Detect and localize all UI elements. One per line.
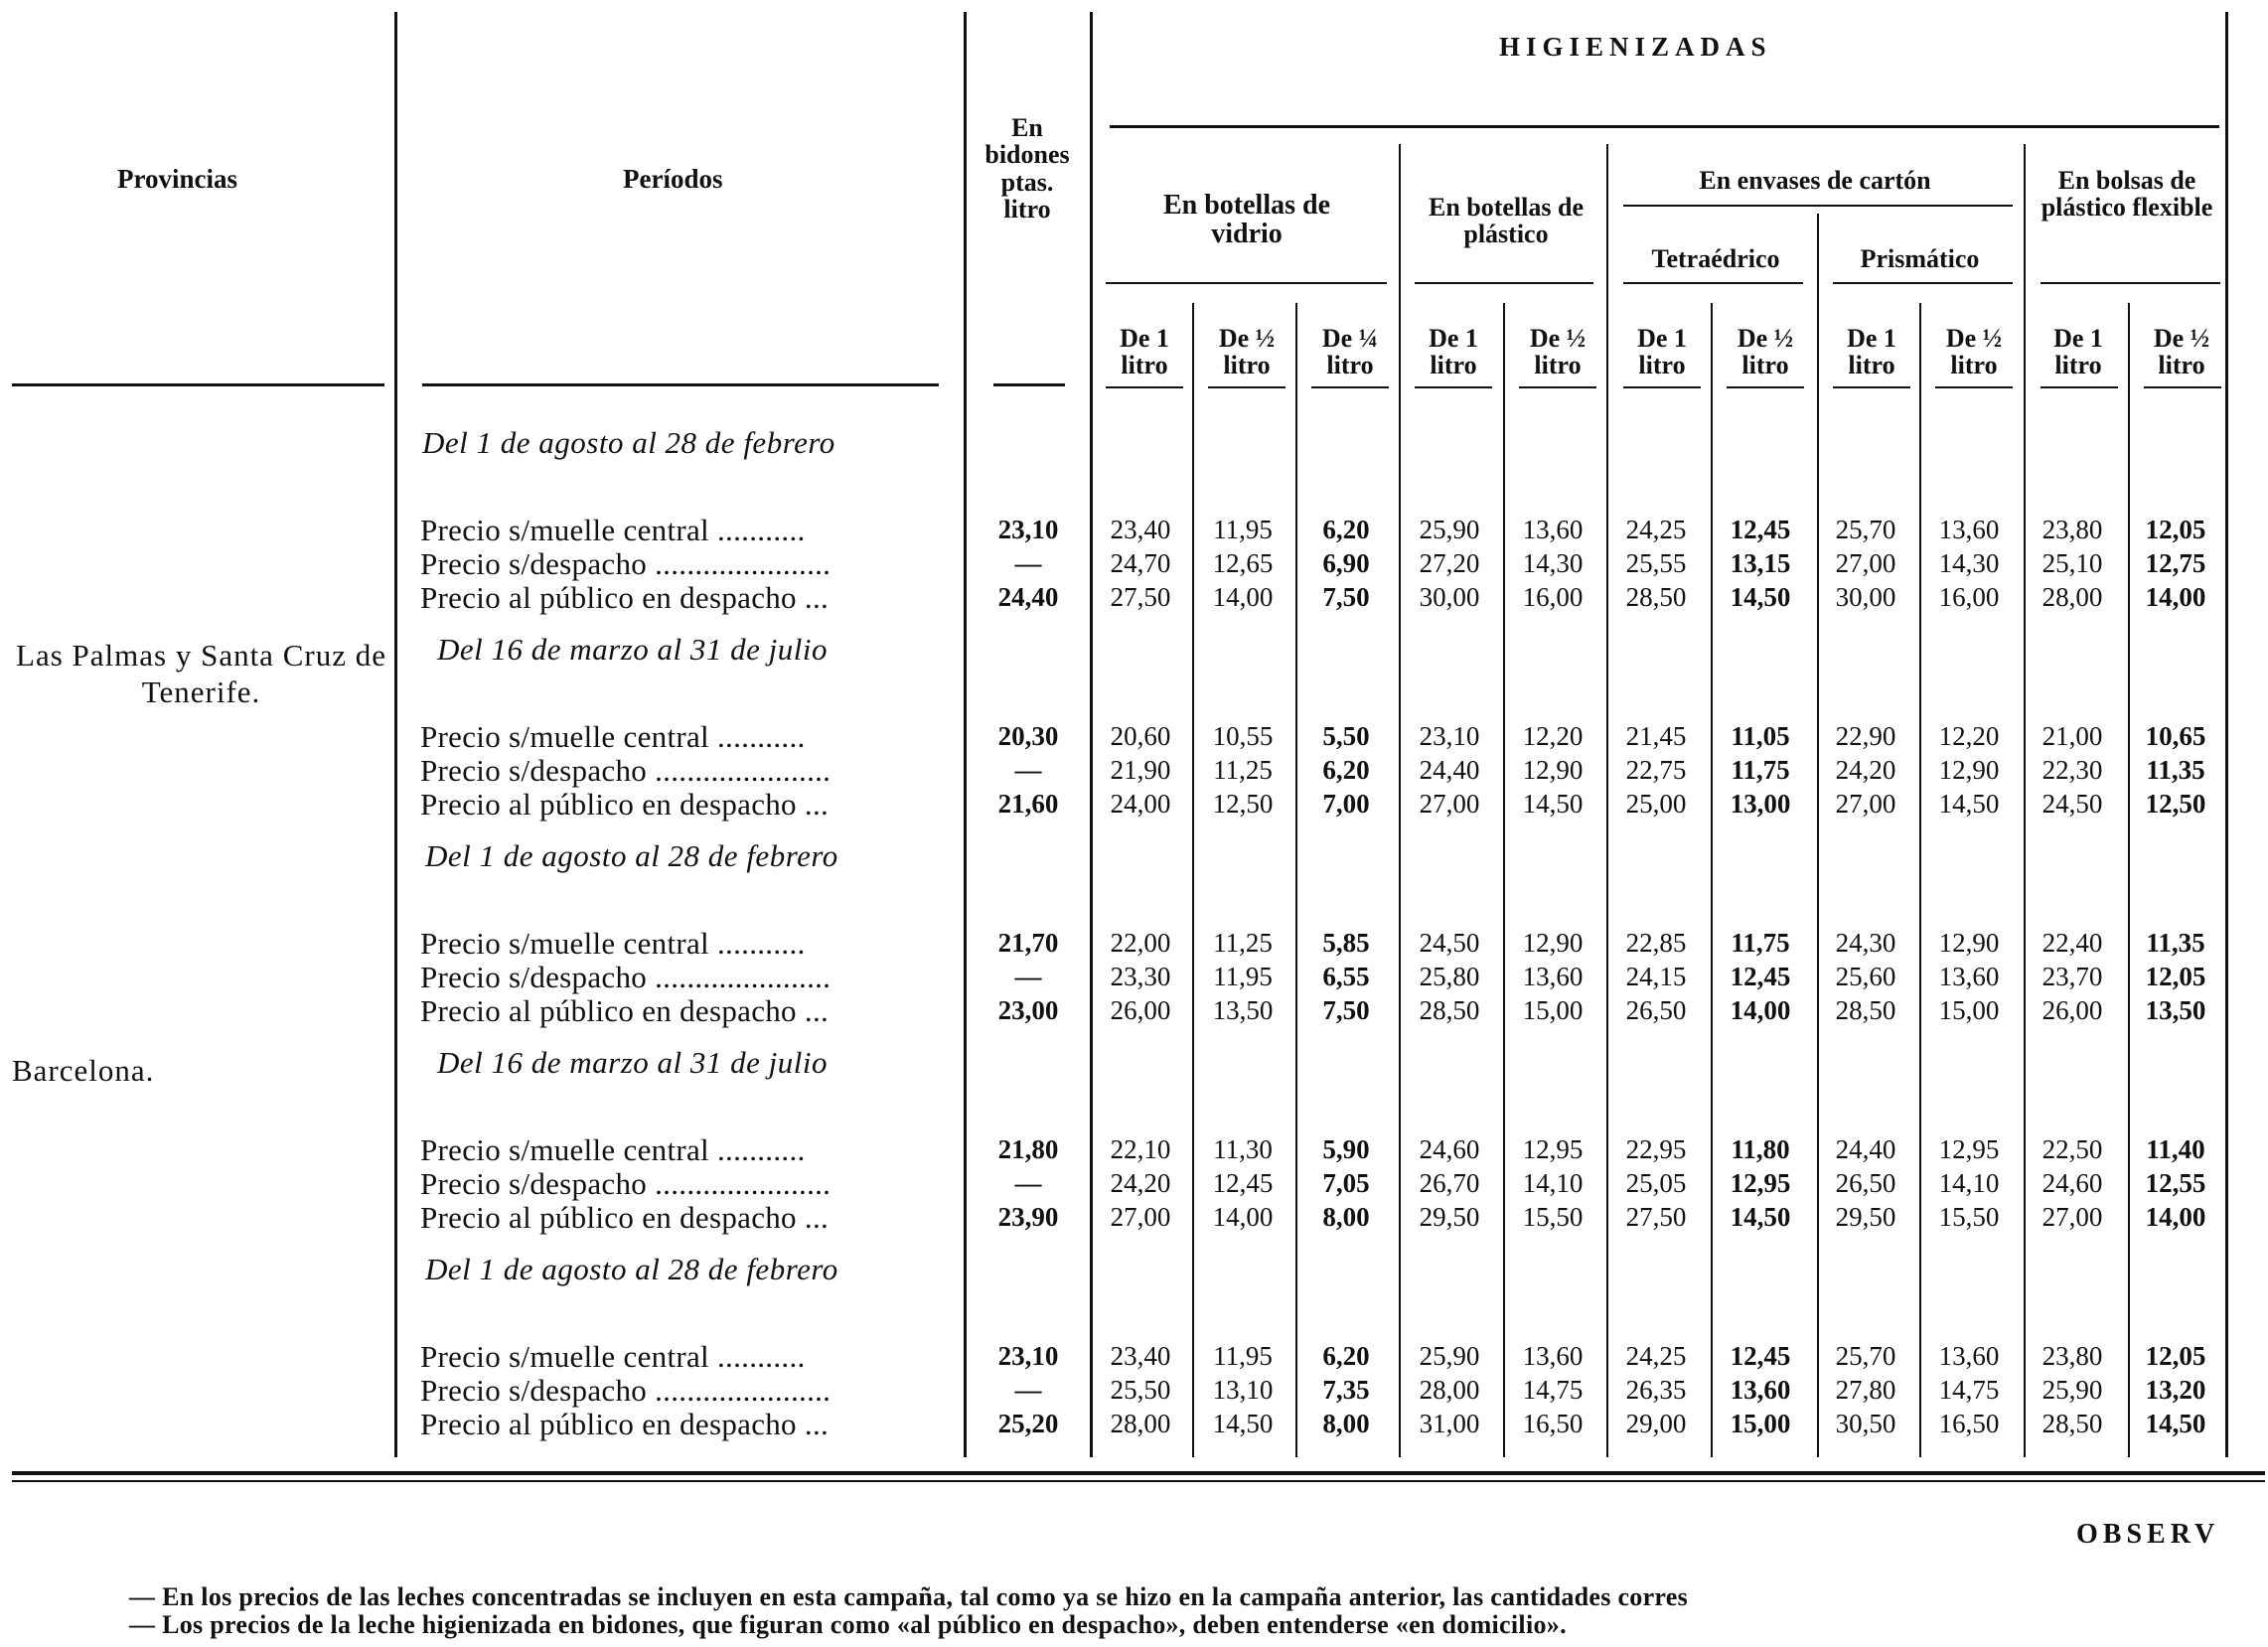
column-rule xyxy=(394,12,397,1457)
header-rule xyxy=(422,383,939,386)
price-cell: 24,40 xyxy=(1419,755,1480,785)
price-cell: 14,50 xyxy=(1730,1202,1791,1232)
column-rule xyxy=(964,12,967,1457)
price-cell: 11,35 xyxy=(2146,755,2205,785)
price-cell: 7,50 xyxy=(1322,582,1370,612)
price-cell: 22,10 xyxy=(1110,1134,1171,1164)
price-cell: 12,95 xyxy=(1522,1134,1584,1164)
price-cell: 27,20 xyxy=(1419,548,1480,578)
price-cell: 26,50 xyxy=(1835,1168,1896,1198)
price-cell: 29,50 xyxy=(1835,1202,1896,1232)
tetraedrico-header: Tetraédrico xyxy=(1651,244,1780,273)
price-cell: 24,30 xyxy=(1835,928,1896,958)
price-cell: 12,05 xyxy=(2145,515,2206,544)
subheader-rule xyxy=(1623,386,1701,388)
subcol-header: De 1 litro xyxy=(2053,324,2103,380)
price-cell: 24,25 xyxy=(1625,1341,1687,1371)
table-bottom-rule xyxy=(12,1471,2265,1475)
header-rule xyxy=(1623,205,2013,207)
price-cell: 29,50 xyxy=(1419,1202,1480,1232)
price-cell: 26,50 xyxy=(1625,995,1687,1025)
subcol-header: De ½ litro xyxy=(1529,324,1587,380)
subheader-rule xyxy=(1106,386,1183,388)
price-cell: 13,60 xyxy=(1938,962,2000,991)
row-label: Precio al público en despacho ... xyxy=(420,787,830,822)
price-cell: 14,50 xyxy=(1522,789,1584,819)
bidones-price-cell: 21,80 xyxy=(997,1134,1059,1164)
column-rule xyxy=(1817,214,1819,1457)
price-cell: 30,50 xyxy=(1835,1409,1896,1438)
price-cell: 12,05 xyxy=(2145,962,2206,991)
price-cell: 14,50 xyxy=(2145,1409,2206,1438)
price-cell: 14,75 xyxy=(1522,1375,1584,1405)
price-cell: 14,00 xyxy=(2145,1202,2206,1232)
price-cell: 25,80 xyxy=(1419,962,1480,991)
price-cell: 27,00 xyxy=(1110,1202,1171,1232)
subheader-rule xyxy=(1727,386,1804,388)
price-cell: 28,00 xyxy=(1110,1409,1171,1438)
bidones-price-cell: 23,10 xyxy=(997,1341,1059,1371)
price-cell: 8,00 xyxy=(1322,1202,1370,1232)
footnote: — Los precios de la leche higienizada en bidones, que figuran como «al público en despacho», deben entenderse «en domicilio». xyxy=(129,1610,1567,1639)
subcol-header: De ¼ litro xyxy=(1321,324,1379,380)
subheader-rule xyxy=(1935,386,2013,388)
column-rule xyxy=(2225,12,2228,1457)
observ-heading: OBSERV xyxy=(2076,1519,2220,1550)
price-cell: 22,40 xyxy=(2041,928,2103,958)
price-cell: 7,00 xyxy=(1322,789,1370,819)
price-cell: 12,45 xyxy=(1730,515,1791,544)
price-cell: 28,00 xyxy=(2041,582,2103,612)
price-cell: 12,20 xyxy=(1938,721,2000,751)
price-cell: 14,50 xyxy=(1730,582,1791,612)
price-cell: 11,25 xyxy=(1213,755,1273,785)
price-cell: 14,10 xyxy=(1522,1168,1584,1198)
price-cell: 26,70 xyxy=(1419,1168,1480,1198)
price-cell: 26,00 xyxy=(1110,995,1171,1025)
bidones-header: En bidones ptas. litro xyxy=(984,113,1070,224)
price-cell: 27,80 xyxy=(1835,1375,1896,1405)
subheader-rule xyxy=(1415,386,1492,388)
price-cell: 27,00 xyxy=(1835,548,1896,578)
price-cell: 12,50 xyxy=(1212,789,1274,819)
subheader-rule xyxy=(2144,386,2221,388)
price-cell: 11,75 xyxy=(1731,755,1790,785)
price-cell: 12,45 xyxy=(1730,962,1791,991)
subheader-rule xyxy=(1311,386,1389,388)
price-cell: 11,95 xyxy=(1213,1341,1273,1371)
row-label: Precio s/despacho ...................... xyxy=(420,1166,832,1201)
price-cell: 11,30 xyxy=(1213,1134,1273,1164)
price-cell: 27,00 xyxy=(1419,789,1480,819)
price-cell: 10,55 xyxy=(1212,721,1274,751)
price-cell: 15,00 xyxy=(1938,995,2000,1025)
price-cell: 14,30 xyxy=(1522,548,1584,578)
provincias-header: Provincias xyxy=(117,164,237,194)
price-cell: 15,50 xyxy=(1938,1202,2000,1232)
price-cell: 28,00 xyxy=(1419,1375,1480,1405)
plastico-header: En botellas de plástico xyxy=(1428,193,1585,249)
price-cell: 6,20 xyxy=(1322,515,1370,544)
price-cell: 23,30 xyxy=(1110,962,1171,991)
price-cell: 6,55 xyxy=(1322,962,1370,991)
price-cell: 25,70 xyxy=(1835,515,1896,544)
price-cell: 25,90 xyxy=(2041,1375,2103,1405)
price-cell: 24,00 xyxy=(1110,789,1171,819)
periodos-header: Períodos xyxy=(623,164,723,194)
bidones-price-cell: 21,70 xyxy=(997,928,1059,958)
subcol-header: De 1 litro xyxy=(1429,324,1478,380)
bidones-price-cell: 20,30 xyxy=(997,721,1059,751)
table-bottom-rule xyxy=(12,1480,2265,1482)
price-cell: 25,60 xyxy=(1835,962,1896,991)
price-cell: 11,40 xyxy=(2146,1134,2205,1164)
price-cell: 14,10 xyxy=(1938,1168,2000,1198)
header-rule xyxy=(993,383,1065,386)
bidones-price-cell: — xyxy=(1014,1375,1042,1405)
price-cell: 11,80 xyxy=(1731,1134,1790,1164)
subcol-header: De ½ litro xyxy=(1737,324,1794,380)
price-cell: 12,75 xyxy=(2145,548,2206,578)
price-cell: 11,95 xyxy=(1213,962,1273,991)
row-label: Precio s/despacho ...................... xyxy=(420,753,832,788)
vidrio-header: En botellas de vidrio xyxy=(1162,190,1331,250)
price-cell: 22,90 xyxy=(1835,721,1896,751)
carton-header: En envases de cartón xyxy=(1699,166,1931,195)
price-cell: 14,00 xyxy=(2145,582,2206,612)
column-rule xyxy=(1295,303,1297,1457)
price-cell: 13,60 xyxy=(1522,962,1584,991)
period-label: Del 16 de marzo al 31 de julio xyxy=(437,1045,828,1080)
price-cell: 10,65 xyxy=(2145,721,2206,751)
price-cell: 13,20 xyxy=(2145,1375,2206,1405)
price-cell: 25,55 xyxy=(1625,548,1687,578)
header-rule xyxy=(1833,282,2013,284)
price-cell: 24,50 xyxy=(1419,928,1480,958)
price-cell: 24,60 xyxy=(2041,1168,2103,1198)
row-label: Precio al público en despacho ... xyxy=(420,1200,830,1235)
price-cell: 24,40 xyxy=(1835,1134,1896,1164)
price-cell: 16,50 xyxy=(1522,1409,1584,1438)
price-cell: 23,40 xyxy=(1110,515,1171,544)
price-cell: 21,00 xyxy=(2041,721,2103,751)
row-label: Precio al público en despacho ... xyxy=(420,580,830,615)
header-rule xyxy=(2041,282,2220,284)
footnote: — En los precios de las leches concentradas se incluyen en esta campaña, tal como ya se hizo en la campaña anterior, las cantidades corres xyxy=(129,1582,1689,1611)
price-cell: 25,10 xyxy=(2041,548,2103,578)
bidones-price-cell: — xyxy=(1014,962,1042,991)
province-name: Las Palmas y Santa Cruz de Tenerife. xyxy=(16,638,386,710)
price-cell: 25,90 xyxy=(1419,1341,1480,1371)
price-cell: 12,90 xyxy=(1522,928,1584,958)
price-cell: 22,50 xyxy=(2041,1134,2103,1164)
price-cell: 13,60 xyxy=(1522,1341,1584,1371)
subheader-rule xyxy=(1833,386,1910,388)
price-cell: 15,50 xyxy=(1522,1202,1584,1232)
price-cell: 24,60 xyxy=(1419,1134,1480,1164)
price-cell: 24,20 xyxy=(1835,755,1896,785)
price-cell: 25,70 xyxy=(1835,1341,1896,1371)
price-cell: 26,35 xyxy=(1625,1375,1687,1405)
price-cell: 15,00 xyxy=(1522,995,1584,1025)
price-cell: 8,00 xyxy=(1322,1409,1370,1438)
price-cell: 14,50 xyxy=(1212,1409,1274,1438)
period-label: Del 1 de agosto al 28 de febrero xyxy=(422,425,835,460)
price-cell: 20,60 xyxy=(1110,721,1171,751)
price-cell: 13,60 xyxy=(1938,515,2000,544)
subcol-header: De 1 litro xyxy=(1637,324,1687,380)
price-cell: 21,45 xyxy=(1625,721,1687,751)
price-cell: 16,50 xyxy=(1938,1409,2000,1438)
period-label: Del 16 de marzo al 31 de julio xyxy=(437,632,828,667)
price-cell: 13,10 xyxy=(1212,1375,1274,1405)
price-cell: 27,50 xyxy=(1110,582,1171,612)
price-cell: 22,95 xyxy=(1625,1134,1687,1164)
price-cell: 28,50 xyxy=(2041,1409,2103,1438)
price-cell: 12,05 xyxy=(2145,1341,2206,1371)
row-label: Precio s/despacho ...................... xyxy=(420,1373,832,1408)
header-rule xyxy=(1110,125,2219,128)
header-rule xyxy=(12,383,384,386)
subheader-rule xyxy=(1519,386,1596,388)
price-cell: 28,50 xyxy=(1835,995,1896,1025)
subcol-header: De 1 litro xyxy=(1120,324,1169,380)
price-cell: 12,90 xyxy=(1938,755,2000,785)
price-cell: 28,50 xyxy=(1625,582,1687,612)
price-cell: 14,00 xyxy=(1212,1202,1274,1232)
row-label: Precio s/muelle central ........... xyxy=(420,513,806,547)
price-cell: 6,20 xyxy=(1322,1341,1370,1371)
row-label: Precio al público en despacho ... xyxy=(420,1407,830,1441)
price-cell: 23,40 xyxy=(1110,1341,1171,1371)
price-cell: 16,00 xyxy=(1522,582,1584,612)
row-label: Precio s/muelle central ........... xyxy=(420,719,806,754)
subheader-rule xyxy=(1208,386,1285,388)
row-label: Precio s/muelle central ........... xyxy=(420,1339,806,1374)
price-cell: 25,90 xyxy=(1419,515,1480,544)
header-rule xyxy=(1415,282,1593,284)
bidones-price-cell: — xyxy=(1014,755,1042,785)
price-cell: 22,75 xyxy=(1625,755,1687,785)
price-cell: 13,60 xyxy=(1522,515,1584,544)
price-cell: 23,70 xyxy=(2041,962,2103,991)
price-cell: 14,30 xyxy=(1938,548,2000,578)
bidones-price-cell: 23,90 xyxy=(997,1202,1059,1232)
subcol-header: De ½ litro xyxy=(1218,324,1276,380)
price-cell: 22,85 xyxy=(1625,928,1687,958)
price-cell: 29,00 xyxy=(1625,1409,1687,1438)
price-cell: 25,00 xyxy=(1625,789,1687,819)
bidones-price-cell: 23,00 xyxy=(997,995,1059,1025)
subcol-header: De ½ litro xyxy=(1945,324,2003,380)
price-cell: 13,60 xyxy=(1938,1341,2000,1371)
bolsas-header: En bolsas de plástico flexible xyxy=(2041,166,2213,223)
column-rule xyxy=(2128,303,2130,1457)
bidones-price-cell: — xyxy=(1014,548,1042,578)
price-cell: 12,50 xyxy=(2145,789,2206,819)
province-name: Barcelona. xyxy=(12,1053,155,1088)
price-cell: 25,05 xyxy=(1625,1168,1687,1198)
price-cell: 28,50 xyxy=(1419,995,1480,1025)
price-cell: 13,60 xyxy=(1730,1375,1791,1405)
higienizadas-header: HIGIENIZADAS xyxy=(1499,32,1772,62)
price-cell: 13,50 xyxy=(1212,995,1274,1025)
price-cell: 23,80 xyxy=(2041,515,2103,544)
bidones-price-cell: — xyxy=(1014,1168,1042,1198)
price-cell: 14,50 xyxy=(1938,789,2000,819)
price-cell: 12,45 xyxy=(1212,1168,1274,1198)
row-label: Precio s/despacho ...................... xyxy=(420,960,832,994)
price-cell: 31,00 xyxy=(1419,1409,1480,1438)
bidones-price-cell: 21,60 xyxy=(997,789,1059,819)
price-cell: 12,55 xyxy=(2145,1168,2206,1198)
price-cell: 11,95 xyxy=(1213,515,1273,544)
subcol-header: De ½ litro xyxy=(2153,324,2210,380)
price-cell: 11,75 xyxy=(1731,928,1790,958)
price-cell: 26,00 xyxy=(2041,995,2103,1025)
price-cell: 14,75 xyxy=(1938,1375,2000,1405)
price-cell: 30,00 xyxy=(1419,582,1480,612)
price-cell: 22,30 xyxy=(2041,755,2103,785)
price-cell: 27,50 xyxy=(1625,1202,1687,1232)
column-rule xyxy=(1192,303,1194,1457)
period-label: Del 1 de agosto al 28 de febrero xyxy=(425,1252,838,1286)
price-cell: 24,70 xyxy=(1110,548,1171,578)
period-label: Del 1 de agosto al 28 de febrero xyxy=(425,838,838,873)
price-cell: 7,50 xyxy=(1322,995,1370,1025)
price-cell: 27,00 xyxy=(2041,1202,2103,1232)
bidones-price-cell: 23,10 xyxy=(997,515,1059,544)
price-cell: 11,05 xyxy=(1731,721,1790,751)
price-cell: 7,05 xyxy=(1322,1168,1370,1198)
prismatico-header: Prismático xyxy=(1860,244,1980,273)
column-rule xyxy=(1919,303,1921,1457)
price-cell: 11,25 xyxy=(1213,928,1273,958)
price-cell: 12,65 xyxy=(1212,548,1274,578)
price-cell: 5,85 xyxy=(1322,928,1370,958)
price-cell: 13,00 xyxy=(1730,789,1791,819)
price-cell: 15,00 xyxy=(1730,1409,1791,1438)
price-cell: 21,90 xyxy=(1110,755,1171,785)
header-rule xyxy=(1623,282,1803,284)
bidones-price-cell: 25,20 xyxy=(997,1409,1059,1438)
price-cell: 12,95 xyxy=(1938,1134,2000,1164)
price-cell: 12,90 xyxy=(1938,928,2000,958)
price-cell: 24,25 xyxy=(1625,515,1687,544)
row-label: Precio s/muelle central ........... xyxy=(420,1132,806,1167)
price-cell: 30,00 xyxy=(1835,582,1896,612)
price-cell: 11,35 xyxy=(2146,928,2205,958)
price-cell: 16,00 xyxy=(1938,582,2000,612)
price-cell: 6,90 xyxy=(1322,548,1370,578)
price-cell: 12,95 xyxy=(1730,1168,1791,1198)
price-cell: 7,35 xyxy=(1322,1375,1370,1405)
price-cell: 22,00 xyxy=(1110,928,1171,958)
price-cell: 23,80 xyxy=(2041,1341,2103,1371)
price-cell: 13,15 xyxy=(1730,548,1791,578)
price-cell: 12,45 xyxy=(1730,1341,1791,1371)
price-cell: 27,00 xyxy=(1835,789,1896,819)
price-cell: 6,20 xyxy=(1322,755,1370,785)
price-cell: 23,10 xyxy=(1419,721,1480,751)
price-cell: 14,00 xyxy=(1212,582,1274,612)
row-label: Precio s/muelle central ........... xyxy=(420,926,806,961)
price-cell: 24,50 xyxy=(2041,789,2103,819)
row-label: Precio al público en despacho ... xyxy=(420,993,830,1028)
price-cell: 5,90 xyxy=(1322,1134,1370,1164)
column-rule xyxy=(1503,303,1505,1457)
price-cell: 13,50 xyxy=(2145,995,2206,1025)
header-rule xyxy=(1106,282,1387,284)
column-rule xyxy=(1711,303,1713,1457)
price-cell: 25,50 xyxy=(1110,1375,1171,1405)
price-cell: 24,15 xyxy=(1625,962,1687,991)
subcol-header: De 1 litro xyxy=(1847,324,1896,380)
price-cell: 24,20 xyxy=(1110,1168,1171,1198)
row-label: Precio s/despacho ...................... xyxy=(420,546,832,581)
price-cell: 12,20 xyxy=(1522,721,1584,751)
price-cell: 14,00 xyxy=(1730,995,1791,1025)
bidones-price-cell: 24,40 xyxy=(997,582,1059,612)
price-cell: 5,50 xyxy=(1322,721,1370,751)
price-cell: 12,90 xyxy=(1522,755,1584,785)
subheader-rule xyxy=(2041,386,2118,388)
